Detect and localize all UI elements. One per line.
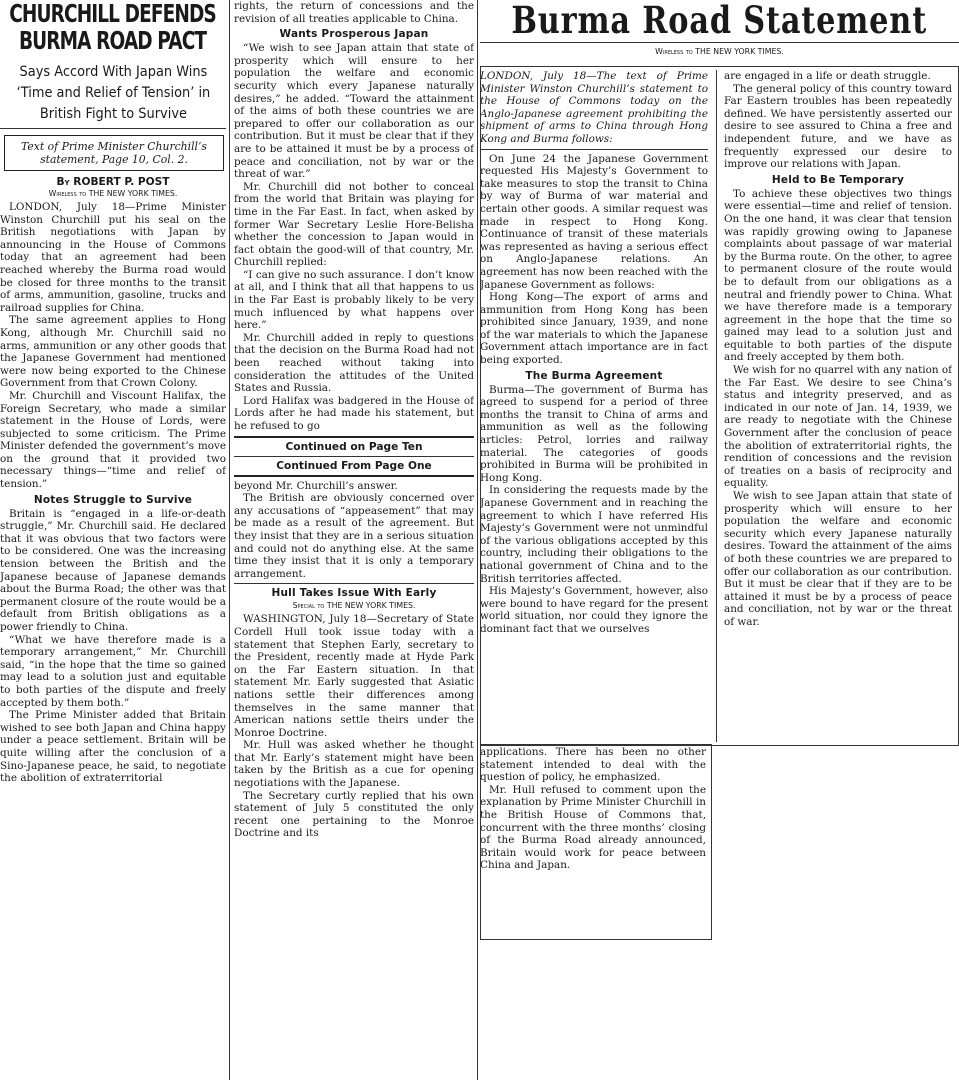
statement-paragraph: To achieve these objectives two things were essential—time and relief of tension. On the one hand, it was clear that tension was rapidly growing owing to Japanese complaints about passage of war material by the Burma route. On the other, to agree to permanent closure of the route would be to default from our obligations as a neutral and friendly power to China. What we have therefore made is a temporary agreement in the hope that the time so gained may lead to a solution just and equitable to both parties of the dispute and freely accepted by them both. — [724, 187, 952, 364]
article-paragraph: Mr. Churchill added in reply to questions that the decision on the Burma Road had not been reached without taking into consideration the attitudes of the United States and Russia. — [234, 331, 474, 395]
middle-column — [234, 0, 474, 1080]
statement-paragraph: Hong Kong—The export of arms and ammunition from Hong Kong has been prohibited since January, 1939, and none of the war materials to which the Japanese Government attach importance are in fact being exported. — [480, 291, 708, 367]
column-rule — [229, 0, 230, 1080]
continued-on-label: Continued on Page Ten — [285, 440, 423, 453]
article-paragraph: “What we have therefore made is a temporary arrangement,” Mr. Churchill said, “in the hope that the time so gained may lead to a solution just and equitable to both parties of the dispute and freely accepted by them both.” — [0, 633, 226, 709]
subhead: Held to Be Temporary — [771, 173, 905, 186]
article-paragraph: applications. There has been no other statement intended to deal with the question of policy, he emphasized. — [480, 746, 706, 784]
article-paragraph: “I can give no such assurance. I don’t know at all, and I think that all that happens to us in the Far East is probably likely to be very much influenced by what happens over here.” — [234, 268, 474, 332]
article-paragraph: Britain is “engaged in a life-or-death struggle,” Mr. Churchill said. He declared that it was obvious that two factors were to be considered. One was the increasing tension between the British and the Japanese because of Japanese demands about the Burma Road; the other was that permanent closure of the route would be a default from British obligations as a power friendly to China. — [0, 507, 226, 633]
wireless-credit: Wireless to THE NEW YORK TIMES. — [48, 189, 178, 198]
article-paragraph: The same agreement applies to Hong Kong, although Mr. Churchill said no arms, ammunition or any other goods that the Japanese Government had mentioned were now being exported to the Chinese Government from that Crown Colony. — [0, 314, 226, 390]
article-paragraph: The Secretary curtly replied that his own statement of July 5 constituted the only recent one pertaining to the Monroe Doctrine and its — [234, 789, 474, 840]
article-paragraph: The British are obviously concerned over any accusations of “appeasement” that may be made as a result of the agreement. But they insist that they are in a serious situation and could not do anything else. At the same time they insist that it is only a temporary arrangement. — [234, 492, 474, 580]
statement-paragraph: The general policy of this country toward Far Eastern troubles has been repeatedly defined. We have persistently asserted our desire to see assured to China a free and independent future, and we have as frequently expressed our desire to improve our relations with Japan. — [724, 82, 952, 171]
statement-headline: Burma Road Statement — [511, 0, 928, 42]
subhead: Hull Takes Issue With Early — [271, 587, 437, 600]
statement-paragraph: In considering the requests made by the Japanese Government and in reaching the agreement to which I have referred His Majesty’s Government were not unmindful of the various obligations accepted by this country, including their obligations to the national government of China and to the British territories affected. — [480, 484, 708, 585]
statement-paragraph: His Majesty’s Government, however, also were bound to have regard for the present world situation, nor could they ignore the dominant fact that we ourselves — [480, 585, 708, 635]
subhead: Wants Prosperous Japan — [279, 28, 429, 41]
article-paragraph: rights, the return of concessions and the revision of all treaties applicable to China. — [234, 0, 474, 25]
main-headline: CHURCHILL DEFENDS BURMA ROAD PACT — [9, 0, 217, 55]
continued-from-label: Continued From Page One — [276, 459, 432, 472]
article-paragraph: “We wish to see Japan attain that state of prosperity which will ensure to her population the welfare and economic security which every Japanese naturally desires,” he added. “Toward the attainment of the aims of both these countries we are prepared to offer our collaboration as our contribution. But it must be clear that if they are to be attained it must be by a process of peace and conciliation, not by war or the threat of war.” — [234, 42, 474, 181]
left-column — [0, 0, 226, 1080]
article-paragraph: Mr. Churchill and Viscount Halifax, the Foreign Secretary, who made a similar statement in the House of Lords, were subjected to some criticism. The Prime Minister defended the government’s move on the ground that it provided two necessary things—“time and relief of tension.” — [0, 389, 226, 491]
subhead: Notes Struggle to Survive — [33, 493, 193, 506]
article-paragraph: beyond Mr. Churchill’s answer. — [234, 479, 398, 492]
column-rule — [716, 70, 717, 742]
article-paragraph: WASHINGTON, July 18—Secretary of State Cordell Hull took issue today with a statement that Stephen Early, secretary to the President, recently made at Hyde Park on the Far Eastern situation. In that statement Mr. Early suggested that Asiatic nations settle their differences among themselves in the same manner that American nations settle theirs under the Monroe Doctrine. — [234, 613, 474, 739]
special-credit: Special to THE NEW YORK TIMES. — [292, 601, 416, 611]
text-reference-box: Text of Prime Minister Churchill’s statement, Page 10, Col. 2. — [4, 135, 224, 171]
statement-paragraph: We wish for no quarrel with any nation of the Far East. We desire to see China’s status and integrity preserved, and as indicated in our note of Jan. 14, 1939, we are ready to negotiate with the Chinese Government after the conclusion of peace the abolition of extraterritorial rights, the rendition of concessions and the revision of treaties on a basis of reciprocity and equality. — [724, 364, 952, 490]
statement-paragraph: We wish to see Japan attain that state of prosperity which will ensure to her population the welfare and economic security which every Japanese naturally desires. Toward the attainment of the aims of both these countries we are prepared to offer our collaboration as our contribution. But it must be clear that if they are to be attained it must be by a process of peace and conciliation, not by war or the threat of war. — [724, 490, 952, 628]
article-paragraph: Mr. Hull refused to comment upon the explanation by Prime Minister Churchill in the British House of Commons that, concurrent with the three months’ closing of the Burma Road already announced, Britain would work for peace between China and Japan. — [480, 783, 706, 872]
continuation-frame — [480, 744, 712, 940]
article-paragraph: LONDON, July 18—Prime Minister Winston Churchill put his seal on the British negotiations with Japan by announcing in the House of Commons today that an agreement had been reached whereby the Burma road would be closed for three months to the transit of arms, ammunition, gasoline, trucks and railroad supplies for China. — [0, 201, 226, 314]
column-rule — [477, 0, 478, 1080]
article-paragraph: Lord Halifax was badgered in the House of Lords after he had made his statement, but he refused to go — [234, 394, 474, 432]
statement-paragraph: are engaged in a life or death struggle. — [724, 70, 931, 82]
wireless-credit: Wireless to THE NEW YORK TIMES. — [655, 47, 784, 56]
article-paragraph: Mr. Hull was asked whether he thought that Mr. Early’s statement might have been taken by the British as a cue for opening negotiations with the Japanese. — [234, 739, 474, 790]
headline-deck: Says Accord With Japan Wins ‘Time and Relief of Tension’ in British Fight to Survive — [16, 64, 210, 122]
article-paragraph: The Prime Minister added that Britain wished to see both Japan and China happy under a peace settlement. Britain will be quite willing after the conclusion of a Sino-Japanese peace, he said, to negotiate the abolition of extraterritorial — [0, 709, 226, 785]
byline: By ROBERT P. POST — [56, 176, 170, 188]
statement-paragraph: Burma—The government of Burma has agreed to suspend for a period of three months the transit to China of arms and ammunition as well as the following articles: Petrol, lorries and railway material. The categories of goods prohibited in Burma will be prohibited in Hong Kong. — [480, 383, 708, 484]
statement-section — [480, 0, 959, 1080]
statement-box-frame — [480, 66, 959, 746]
article-paragraph: Mr. Churchill did not bother to conceal from the world that Britain was playing for time in the Far East. In fact, when asked by former War Secretary Leslie Hore-Belisha whether the concession to Japan would in fact obtain the good-will of that country, Mr. Churchill replied: — [234, 180, 474, 269]
subhead: The Burma Agreement — [525, 369, 663, 382]
statement-lead: LONDON, July 18—The text of Prime Minister Winston Churchill’s statement to the House of Commons today on the Anglo-Japanese agreement prohibiting the shipment of arms to China through Hong Kong and Burma follows: — [480, 70, 708, 145]
statement-paragraph: On June 24 the Japanese Government requested His Majesty’s Government to take measures to stop the transit to China by way of Burma of war material and certain other goods. A similar request was made in respect to Hong Kong. Continuance of transit of these materials was represented as having a serious effect on Anglo-Japanese relations. An agreement has now been reached with the Japanese Government as follows: — [480, 152, 708, 291]
